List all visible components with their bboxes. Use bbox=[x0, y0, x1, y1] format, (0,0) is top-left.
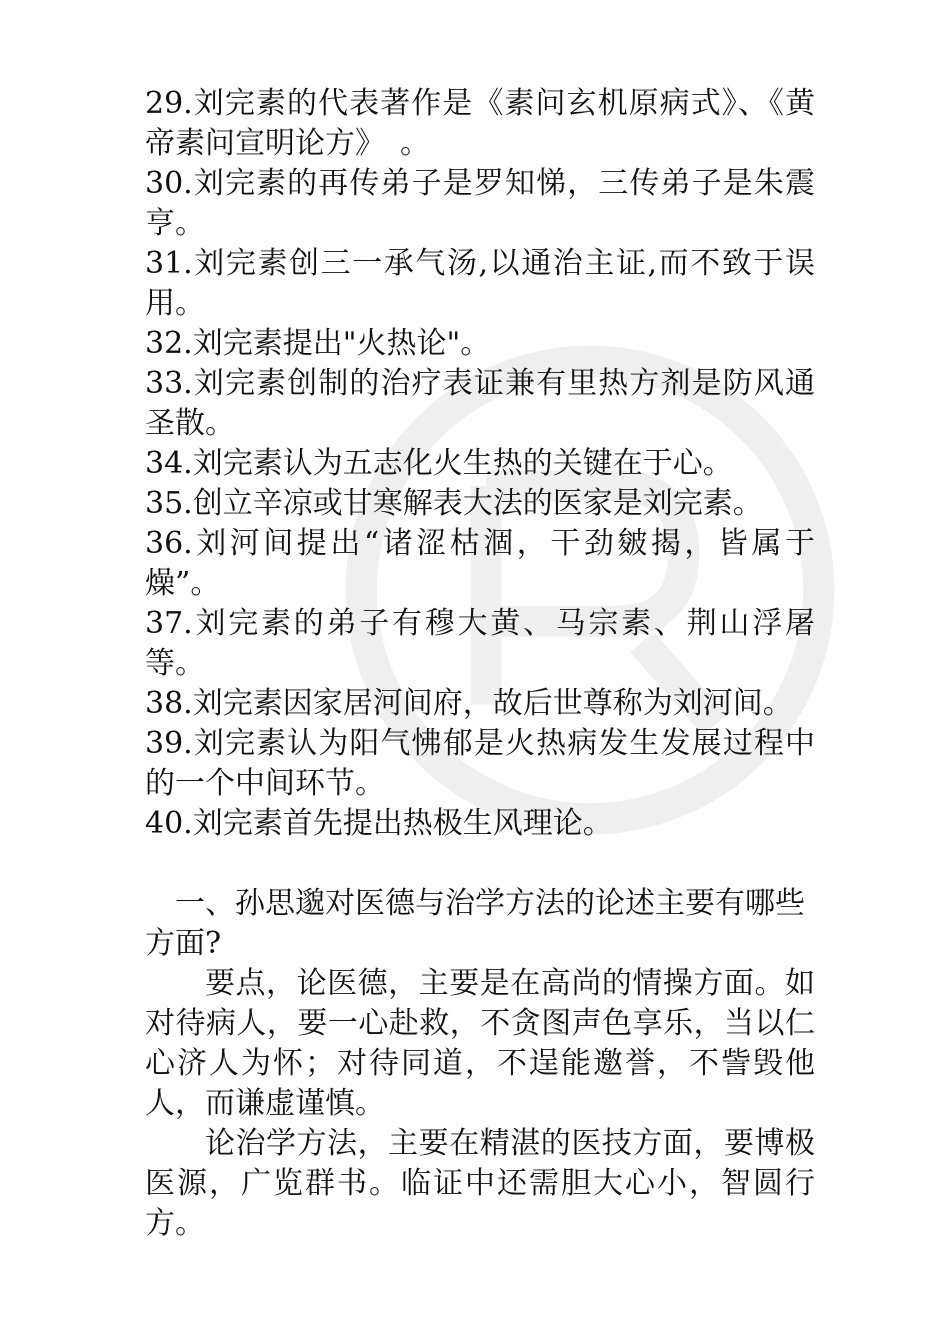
section-heading: 一、孙思邈对医德与治学方法的论述主要有哪些方面? bbox=[145, 886, 805, 961]
question-item-36: 36.刘河间提出“诸涩枯涸，干劲皴揭，皆属于燥”。 bbox=[145, 526, 815, 601]
document-content bbox=[145, 84, 815, 1244]
question-item-40: 40.刘完素首先提出热极生风理论。 bbox=[145, 806, 613, 841]
question-item-31: 31.刘完素创三一承气汤,以通治主证,而不致于误用。 bbox=[145, 246, 815, 321]
question-item-35: 35.创立辛凉或甘寒解表大法的医家是刘完素。 bbox=[145, 486, 763, 521]
question-item-37: 37.刘完素的弟子有穆大黄、马宗素、荆山浮屠等。 bbox=[145, 606, 815, 681]
question-item-29: 29.刘完素的代表著作是《素问玄机原病式》、《黄帝素问宣明论方》 。 bbox=[145, 86, 815, 161]
answer-paragraph-methods: 论治学方法，主要在精湛的医技方面，要博极医源，广览群书。临证中还需胆大心小，智圆行方。 bbox=[145, 1126, 815, 1241]
question-item-32: 32.刘完素提出"火热论"。 bbox=[145, 326, 491, 361]
question-item-30: 30.刘完素的再传弟子是罗知悌，三传弟子是朱震亨。 bbox=[145, 166, 815, 241]
section-spacer bbox=[145, 844, 815, 884]
answer-paragraph-ethics: 要点，论医德，主要是在高尚的情操方面。如对待病人，要一心赴救，不贪图声色享乐，当以仁心济人为怀；对待同道，不逞能邀誉，不訾毁他人，而谦虚谨慎。 bbox=[145, 966, 815, 1121]
question-item-38: 38.刘完素因家居河间府，故后世尊称为刘河间。 bbox=[145, 686, 793, 721]
question-item-33: 33.刘完素创制的治疗表证兼有里热方剂是防风通圣散。 bbox=[145, 366, 815, 441]
question-item-34: 34.刘完素认为五志化火生热的关键在于心。 bbox=[145, 446, 733, 481]
question-item-39: 39.刘完素认为阳气怫郁是火热病发生发展过程中的一个中间环节。 bbox=[145, 726, 815, 801]
